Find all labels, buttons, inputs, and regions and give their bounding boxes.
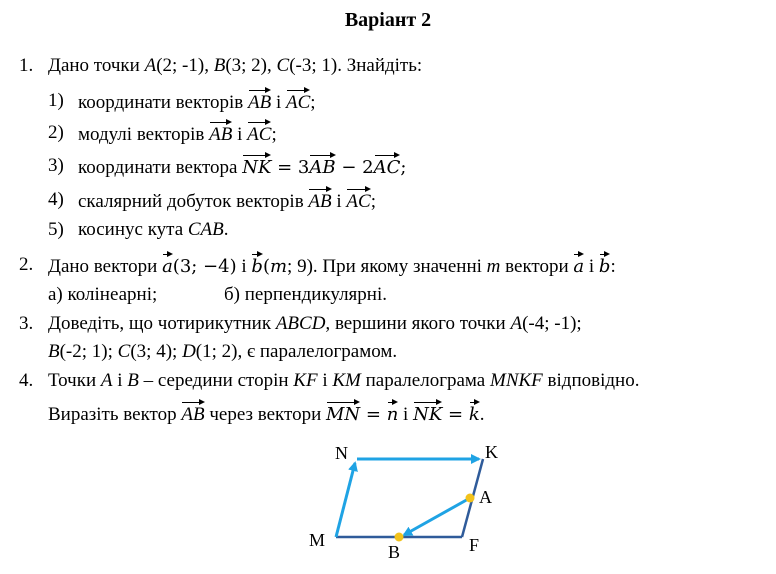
text: скалярний добуток векторів <box>78 191 309 212</box>
figure-label: MNKF <box>490 370 543 391</box>
text: координати векторів <box>78 92 249 113</box>
vector-ab: AB <box>308 188 331 214</box>
segment-label: KM <box>332 370 361 391</box>
point-label: A <box>510 313 523 334</box>
point-label: A <box>100 370 113 391</box>
coords: (1; 2), є паралелограмом. <box>195 341 398 362</box>
text: . <box>479 404 485 425</box>
point-label: B <box>48 341 60 362</box>
text: і <box>317 370 333 391</box>
text: і <box>112 370 128 391</box>
point-b <box>395 533 404 542</box>
label-f: F <box>469 535 480 555</box>
text: ; <box>310 92 316 113</box>
vector-a: a <box>162 253 173 279</box>
text: Дано точки <box>48 55 145 76</box>
text: косинус кута <box>78 219 188 240</box>
vector-b: b <box>251 253 263 279</box>
vector-ab: AB <box>181 401 204 427</box>
text: – середини сторін <box>138 370 294 391</box>
math-text: = <box>360 404 387 425</box>
label-b: B <box>388 542 401 562</box>
text: вершини якого точки <box>330 313 511 334</box>
text: ; <box>370 191 376 212</box>
vector-ab: AB <box>309 154 335 180</box>
segment-label: KF <box>293 370 318 391</box>
figure-label: ABCD, <box>275 313 331 334</box>
math-text: (3; −4) <box>172 256 237 277</box>
vector-mn-arrow <box>336 463 355 537</box>
page-title: Варіант 2 <box>344 9 432 31</box>
vector-a: a <box>573 253 584 279</box>
math-text: = 3 <box>271 157 310 178</box>
text: ; <box>271 124 277 145</box>
vector-ab: AB <box>248 89 271 115</box>
vector-nk: NK <box>242 154 271 180</box>
text: через вектори <box>204 404 326 425</box>
text: ; 9). При якому значенні <box>287 256 487 277</box>
coords: (-2; 1); <box>59 341 118 362</box>
point-label: B <box>213 55 226 76</box>
variable-m: m <box>486 256 501 277</box>
point-a <box>466 494 475 503</box>
text: модулі векторів <box>78 124 210 145</box>
math-text: − 2 <box>335 157 374 178</box>
angle-label: CAB <box>187 219 224 240</box>
subtask-number: 2) <box>48 122 64 143</box>
text: і <box>398 404 414 425</box>
task-number: 1. <box>19 55 34 76</box>
text: відповідно. <box>542 370 640 391</box>
option-b: б) перпендикулярні. <box>224 284 387 305</box>
text: Точки <box>48 370 101 391</box>
math-text: = <box>442 404 469 425</box>
vector-ac: AC <box>247 121 271 147</box>
coords: (2; -1), <box>156 55 214 76</box>
task-number: 4. <box>19 370 34 391</box>
coords: (-3; 1). Знайдіть: <box>289 55 423 76</box>
vector-ac: AC <box>286 89 310 115</box>
vector-mn: MN <box>326 401 360 427</box>
math-text: ( <box>262 256 270 277</box>
point-label: C <box>276 55 290 76</box>
task-number: 3. <box>19 313 34 334</box>
text: : <box>610 256 616 277</box>
text: і <box>584 256 599 277</box>
vector-ab: AB <box>209 121 232 147</box>
subtask-number: 1) <box>48 90 64 111</box>
point-label: C <box>117 341 131 362</box>
coords: (3; 2), <box>225 55 277 76</box>
task-number: 2. <box>19 254 34 275</box>
vector-n: n <box>387 401 399 427</box>
text: Доведіть, що чотирикутник <box>48 313 276 334</box>
vector-ab-arrow <box>404 498 470 535</box>
vector-b: b <box>599 253 611 279</box>
subtask-number: 4) <box>48 189 64 210</box>
vector-ac: AC <box>346 188 370 214</box>
text: вектори <box>500 256 574 277</box>
subtask-number: 5) <box>48 219 64 240</box>
coords: (-4; -1); <box>522 313 582 334</box>
vector-nk: NK <box>413 401 442 427</box>
label-m: M <box>309 530 326 550</box>
vector-ac: AC <box>374 154 401 180</box>
text: і <box>236 256 252 277</box>
point-label: A <box>144 55 157 76</box>
text: і <box>232 124 248 145</box>
math-text: ; <box>400 157 407 178</box>
variable-m: m <box>269 256 288 277</box>
text: Виразіть вектор <box>48 404 182 425</box>
vector-k: k <box>469 401 480 427</box>
text: і <box>331 191 347 212</box>
text: координати вектора <box>78 157 243 178</box>
text: і <box>271 92 287 113</box>
point-label: B <box>127 370 139 391</box>
text: Дано вектори <box>48 256 163 277</box>
point-label: D <box>182 341 196 362</box>
text: паралелограма <box>360 370 490 391</box>
label-n: N <box>335 443 348 463</box>
label-k: K <box>485 442 498 462</box>
subtask-number: 3) <box>48 155 64 176</box>
label-a: A <box>479 487 492 507</box>
option-a: а) колінеарні; <box>48 284 158 305</box>
text: . <box>223 219 229 240</box>
coords: (3; 4); <box>130 341 183 362</box>
